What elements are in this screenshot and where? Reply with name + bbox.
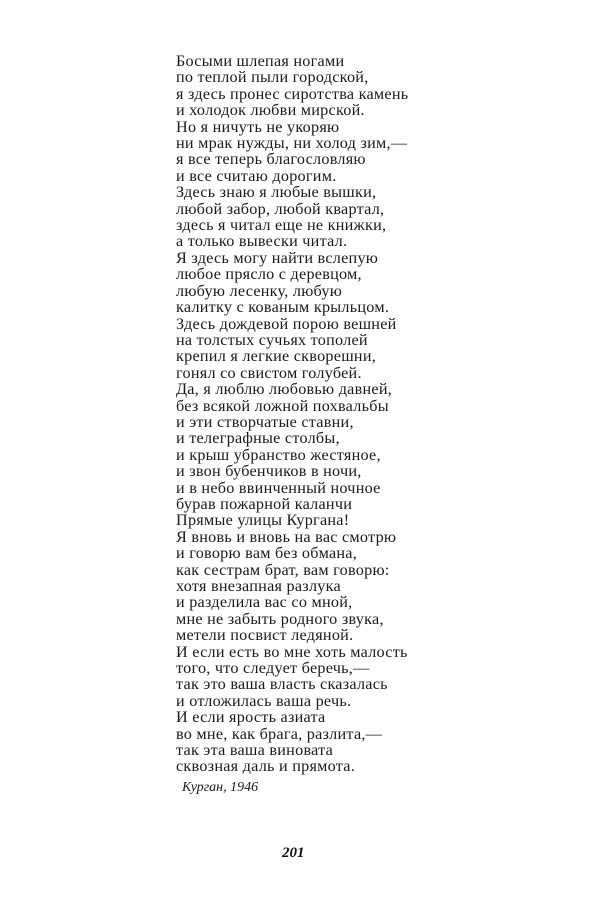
poem-line: любое прясло с деревцом, [176, 265, 362, 284]
poem-line: и говорю вам без обмана, [176, 544, 358, 563]
poem-line: хотя внезапная разлука [176, 577, 341, 595]
poem-line: во мне, как брага, разлита,— [176, 724, 383, 743]
poem-line: Здесь знаю я любые вышки, [176, 183, 377, 202]
poem-line: того, что следует беречь,— [176, 659, 370, 678]
poem-line: Я здесь могу найти вслепую [176, 248, 379, 267]
poem-text [176, 53, 408, 775]
poem-line: крепил я легкие скворешни, [176, 347, 377, 366]
poem-line: как сестрам брат, вам говорю: [176, 560, 390, 579]
poem-line: так это ваша власть сказалась [176, 675, 388, 694]
poem-line: гонял со свистом голубей. [176, 363, 362, 382]
poem-line: а только вывески читал. [176, 232, 348, 251]
poem-line: и телеграфные столбы, [176, 429, 340, 448]
poem-line: без всякой ложной похвальбы [176, 396, 389, 415]
poem-line: мне не забыть родного звука, [176, 609, 384, 628]
poem-line: И если ярость азиата [176, 708, 326, 727]
poem-line: Прямые улицы Кургана! [176, 511, 350, 530]
poem-line: я все теперь благословляю [176, 150, 366, 169]
poem-line: ни мрак нужды, ни холод зим,— [176, 134, 408, 153]
poem-line: на толстых сучьях тополей [176, 330, 368, 349]
poem-line: сквозная даль и прямота. [176, 757, 356, 776]
poem-line: И если есть во мне хоть малость [176, 642, 408, 661]
poem-line: по теплой пыли городской, [176, 68, 369, 87]
poem-line: Босыми шлепая ногами [176, 52, 345, 70]
poem-line: здесь я читал еще не книжки, [176, 216, 387, 235]
poem-signature: Курган, 1946 [182, 780, 259, 795]
poem-line: я здесь пронес сиротства камень [176, 84, 409, 103]
poem-line: и разделила вас со мной, [176, 593, 353, 612]
poem-line: и отложилась ваша речь. [176, 691, 352, 710]
poem-line: Да, я люблю любовью давней, [176, 380, 393, 399]
poem-line: и крыш убранство жестяное, [176, 445, 381, 464]
poem-line: Но я ничуть не укоряю [176, 117, 340, 136]
poem-line: метели посвист ледяной. [176, 626, 354, 645]
poem-line: любой забор, любой квартал, [176, 199, 385, 218]
poem-line: Здесь дождевой порою вешней [176, 314, 397, 333]
page-number: 201 [282, 845, 305, 861]
poem-line: Я вновь и вновь на вас смотрю [176, 527, 397, 546]
poem-line: и все считаю дорогим. [176, 166, 337, 185]
poem-line: и эти створчатые ставни, [176, 412, 354, 431]
poem-line: и звон бубенчиков в ночи, [176, 462, 362, 481]
poem-line: и в небо ввинченный ночное [176, 478, 381, 497]
poem-line: любую лесенку, любую [176, 281, 343, 300]
poem-line: так эта ваша виновата [176, 741, 334, 760]
poem-line: бурав пожарной каланчи [176, 494, 353, 513]
poem-line: и холодок любви мирской. [176, 101, 365, 120]
poem-line: калитку с кованым крыльцом. [176, 298, 390, 317]
